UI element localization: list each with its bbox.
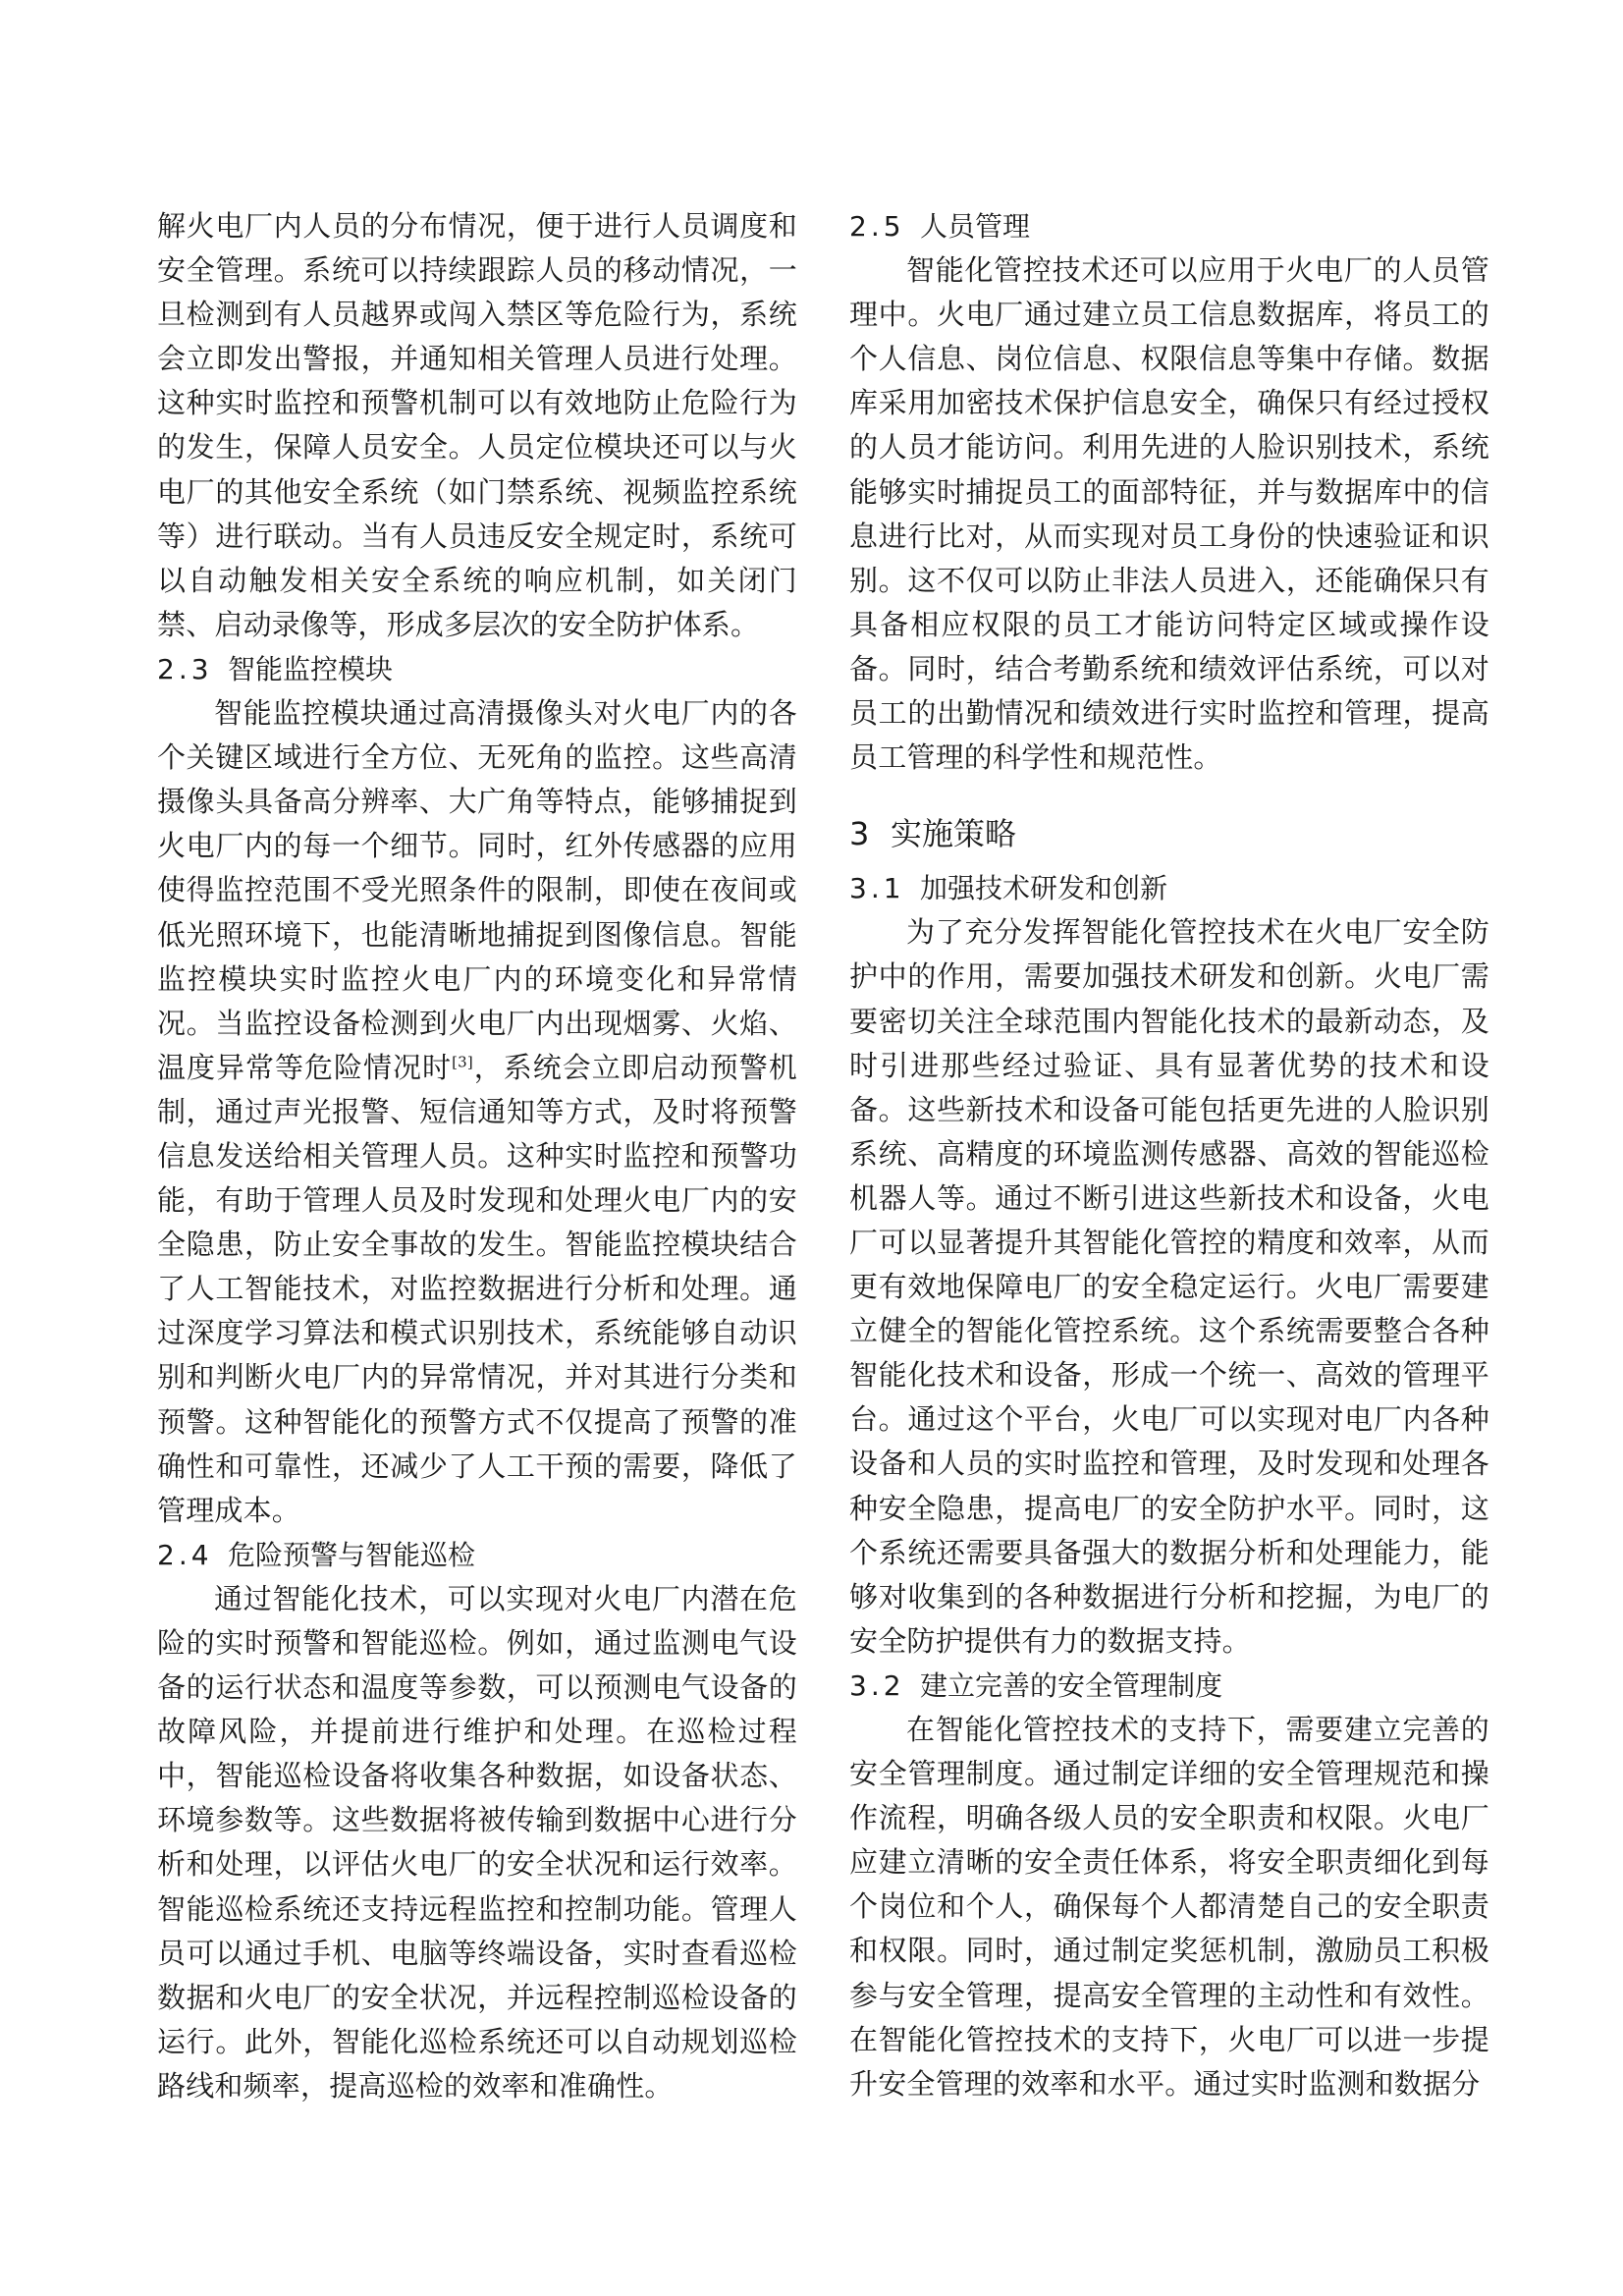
- section-2-5-heading: [849, 204, 1489, 248]
- intro-paragraph: 解火电厂内人员的分布情况，便于进行人员调度和安全管理。系统可以持续跟踪人员的移动情况，一旦检测到有人员越界或闯入禁区等危险行为，系统会立即发出警报，并通知相关管理人员进行处理。这种实时监控和预警机制可以有效地防止危险行为的发生，保障人员安全。人员定位模块还可以与火电厂的其他安全系统（如门禁系统、视频监控系统等）进行联动。当有人员违反安全规定时，系统可以自动触发相关安全系统的响应机制，如关闭门禁、启动录像等，形成多层次的安全防护体系。: [157, 209, 797, 641]
- section-number: 2.5: [849, 210, 905, 243]
- section-3-heading: [849, 805, 1489, 862]
- section-number: 2.4: [157, 1538, 213, 1571]
- left-column: [157, 204, 797, 2108]
- right-column: [849, 204, 1489, 2106]
- section-2-5-paragraph: 智能化管控技术还可以应用于火电厂的人员管理中。火电厂通过建立员工信息数据库，将员工的个人信息、岗位信息、权限信息等集中存储。数据库采用加密技术保护信息安全，确保只有经过授权的人员才能访问。利用先进的人脸识别技术，系统能够实时捕捉员工的面部特征，并与数据库中的信息进行比对，从而实现对员工身份的快速验证和识别。这不仅可以防止非法人员进入，还能确保只有具备相应权限的员工才能访问特定区域或操作设备。同时，结合考勤系统和绩效评估系统，可以对员工的出勤情况和绩效进行实时监控和管理，提高员工管理的科学性和规范性。: [849, 253, 1489, 775]
- paragraph-text: 智能监控模块通过高清摄像头对火电厂内的各个关键区域进行全方位、无死角的监控。这些高清摄像头具备高分辨率、大广角等特点，能够捕捉到火电厂内的每一个细节。同时，红外传感器的应用使得监控范围不受光照条件的限制，即使在夜间或低光照环境下，也能清晰地捕捉到图像信息。智能监控模块实时监控火电厂内的环境变化和异常情况。当监控设备检测到火电厂内出现烟雾、火焰、温度异常等危险情况时: [157, 696, 797, 1084]
- section-2-4-heading: [157, 1533, 797, 1577]
- section-title: 实施策略: [891, 815, 1017, 853]
- paragraph-text: ，系统会立即启动预警机制，通过声光报警、短信通知等方式，及时将预警信息发送给相关管理人员。这种实时监控和预警功能，有助于管理人员及时发现和处理火电厂内的安全隐患，防止安全事故的发生。智能监控模块结合了人工智能技术，对监控数据进行分析和处理。通过深度学习算法和模式识别技术，系统能够自动识别和判断火电厂内的异常情况，并对其进行分类和预警。这种智能化的预警方式不仅提高了预警的准确性和可靠性，还减少了人工干预的需要，降低了管理成本。: [157, 1050, 797, 1527]
- section-3-1-heading: [849, 866, 1489, 910]
- section-title: 人员管理: [920, 210, 1031, 243]
- section-number: 2.3: [157, 652, 213, 685]
- section-title: 加强技术研发和创新: [920, 872, 1168, 905]
- section-number: 3: [849, 815, 870, 853]
- section-3-2-heading: [849, 1664, 1489, 1708]
- section-title: 建立完善的安全管理制度: [920, 1668, 1223, 1702]
- section-2-3-heading: [157, 647, 797, 691]
- section-2-4-paragraph: 通过智能化技术，可以实现对火电厂内潜在危险的实时预警和智能巡检。例如，通过监测电气设备的运行状态和温度等参数，可以预测电气设备的故障风险，并提前进行维护和处理。在巡检过程中，智能巡检设备将收集各种数据，如设备状态、环境参数等。这些数据将被传输到数据中心进行分析和处理，以评估火电厂的安全状况和运行效率。智能巡检系统还支持远程监控和控制功能。管理人员可以通过手机、电脑等终端设备，实时查看巡检数据和火电厂的安全状况，并远程控制巡检设备的运行。此外，智能化巡检系统还可以自动规划巡检路线和频率，提高巡检的效率和准确性。: [157, 1581, 797, 2103]
- section-3-2-paragraph: 在智能化管控技术的支持下，需要建立完善的安全管理制度。通过制定详细的安全管理规范和操作流程，明确各级人员的安全职责和权限。火电厂应建立清晰的安全责任体系，将安全职责细化到每个岗位和个人，确保每个人都清楚自己的安全职责和权限。同时，通过制定奖惩机制，激励员工积极参与安全管理，提高安全管理的主动性和有效性。在智能化管控技术的支持下，火电厂可以进一步提升安全管理的效率和水平。通过实时监测和数据分: [849, 1713, 1489, 2101]
- section-title: 智能监控模块: [228, 652, 394, 685]
- citation-marker: [3]: [452, 1053, 473, 1071]
- section-number: 3.2: [849, 1668, 905, 1702]
- section-2-3-paragraph: [157, 691, 797, 1533]
- section-number: 3.1: [849, 872, 905, 905]
- section-3-1-paragraph: 为了充分发挥智能化管控技术在火电厂安全防护中的作用，需要加强技术研发和创新。火电厂需要密切关注全球范围内智能化技术的最新动态，及时引进那些经过验证、具有显著优势的技术和设备。这些新技术和设备可能包括更先进的人脸识别系统、高精度的环境监测传感器、高效的智能巡检机器人等。通过不断引进这些新技术和设备，火电厂可以显著提升其智能化管控的精度和效率，从而更有效地保障电厂的安全稳定运行。火电厂需要建立健全的智能化管控系统。这个系统需要整合各种智能化技术和设备，形成一个统一、高效的管理平台。通过这个平台，火电厂可以实现对电厂内各种设备和人员的实时监控和管理，及时发现和处理各种安全隐患，提高电厂的安全防护水平。同时，这个系统还需要具备强大的数据分析和处理能力，能够对收集到的各种数据进行分析和挖掘，为电厂的安全防护提供有力的数据支持。: [849, 915, 1489, 1658]
- section-title: 危险预警与智能巡检: [228, 1538, 476, 1571]
